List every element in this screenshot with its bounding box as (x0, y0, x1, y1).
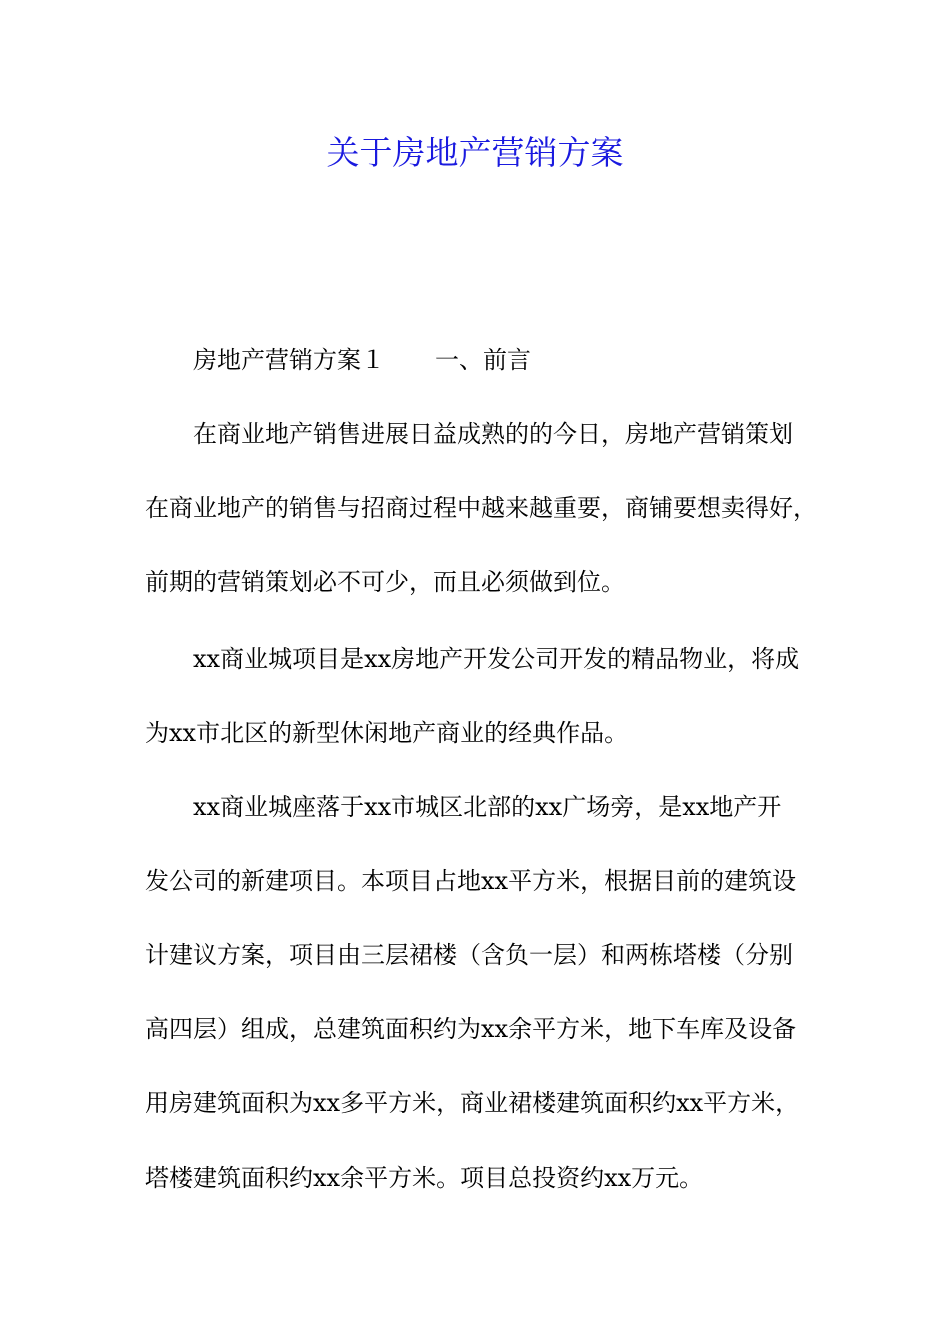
plan-label: 房地产营销方案１ (193, 346, 385, 374)
paragraph-line: 高四层）组成，总建筑面积约为xx余平方米，地下车库及设备 (145, 1015, 797, 1043)
section-heading-line (193, 342, 883, 378)
paragraph-line: 前期的营销策划必不可少，而且必须做到位。 (145, 568, 625, 596)
section-heading: 一、前言 (435, 346, 531, 374)
paragraph-line: xx商业城座落于xx市城区北部的xx广场旁，是xx地产开 (193, 793, 782, 821)
paragraph-line: 塔楼建筑面积约xx余平方米。项目总投资约xx万元。 (145, 1164, 704, 1192)
paragraph-line: 在商业地产销售进展日益成熟的的今日，房地产营销策划 (193, 420, 793, 448)
document-title: 关于房地产营销方案 (326, 133, 624, 172)
paragraph-line: 为xx市北区的新型休闲地产商业的经典作品。 (145, 719, 629, 747)
paragraph-line: 计建议方案，项目由三层裙楼（含负一层）和两栋塔楼（分别 (145, 941, 793, 969)
paragraph-line: 发公司的新建项目。本项目占地xx平方米，根据目前的建筑设 (145, 867, 797, 895)
paragraph-line: 用房建筑面积为xx多平方米，商业裙楼建筑面积约xx平方米， (145, 1089, 800, 1117)
paragraph-line: 在商业地产的销售与招商过程中越来越重要，商铺要想卖得好， (145, 494, 817, 522)
paragraph-line: xx商业城项目是xx房地产开发公司开发的精品物业，将成 (193, 645, 800, 673)
